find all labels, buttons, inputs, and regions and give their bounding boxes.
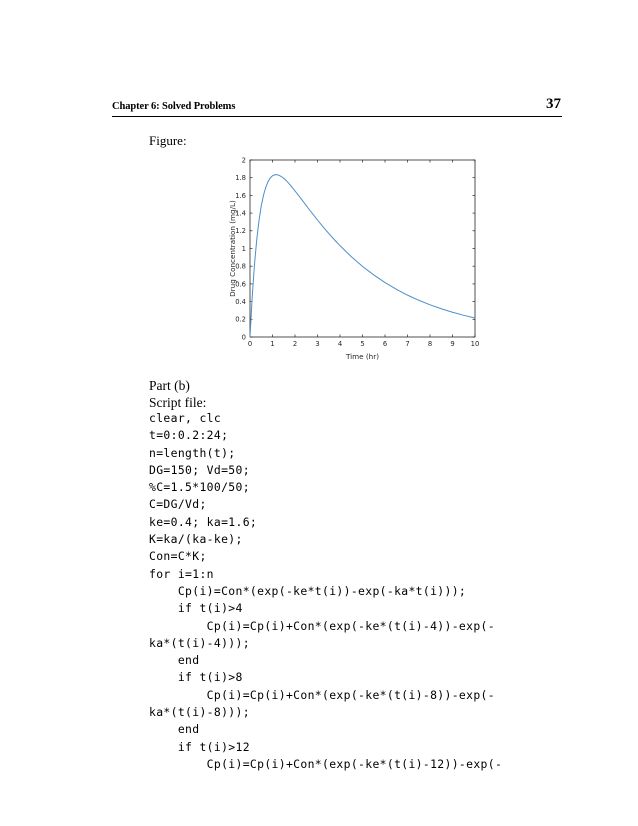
x-tick-label: 6 bbox=[382, 340, 388, 348]
script-label: Script file: bbox=[149, 395, 207, 410]
x-tick-label: 10 bbox=[470, 340, 480, 348]
code-line: end bbox=[149, 653, 200, 668]
code-line: Cp(i)=Cp(i)+Con*(exp(-ke*(t(i)-4))-exp(- bbox=[149, 618, 495, 633]
y-tick-label: 1.6 bbox=[235, 191, 246, 200]
x-tick-label: 3 bbox=[315, 340, 320, 348]
chapter-title: Chapter 6: Solved Problems bbox=[112, 101, 236, 112]
y-tick-label: 0 bbox=[241, 333, 246, 342]
x-tick-label: 0 bbox=[247, 340, 253, 348]
x-tick-label: 7 bbox=[405, 340, 410, 348]
x-tick-label: 5 bbox=[360, 340, 365, 348]
concentration-chart bbox=[218, 152, 488, 364]
x-axis-label: Time (hr) bbox=[346, 352, 379, 361]
y-tick-label: 0.2 bbox=[235, 315, 246, 324]
y-tick-label: 2 bbox=[241, 156, 246, 165]
code-line: n=length(t); bbox=[149, 445, 236, 460]
y-axis-label: Drug Concentration (mg/L) bbox=[228, 200, 237, 297]
code-line: K=ka/(ka-ke); bbox=[149, 532, 243, 547]
code-line: ke=0.4; ka=1.6; bbox=[149, 514, 258, 529]
code-line: DG=150; Vd=50; bbox=[149, 462, 250, 477]
code-line: Con=C*K; bbox=[149, 549, 207, 564]
part-heading bbox=[149, 377, 206, 411]
x-tick-label: 2 bbox=[292, 340, 298, 348]
x-tick-label: 8 bbox=[427, 340, 433, 348]
figure-label: Figure: bbox=[149, 133, 187, 148]
y-tick-label: 0.6 bbox=[235, 280, 246, 289]
code-line: ka*(t(i)-8))); bbox=[149, 705, 250, 720]
code-line: %C=1.5*100/50; bbox=[149, 480, 250, 495]
x-tick-label: 1 bbox=[270, 340, 275, 348]
code-listing bbox=[149, 410, 502, 773]
code-line: Cp(i)=Cp(i)+Con*(exp(-ke*(t(i)-8))-exp(- bbox=[149, 687, 495, 702]
code-line: clear, clc bbox=[149, 411, 222, 425]
y-tick-label: 1 bbox=[241, 244, 246, 253]
code-line: end bbox=[149, 722, 200, 737]
y-tick-label: 0.4 bbox=[235, 298, 246, 306]
code-line: for i=1:n bbox=[149, 566, 214, 581]
code-line: Cp(i)=Cp(i)+Con*(exp(-ke*(t(i)-12))-exp(- bbox=[149, 756, 503, 771]
part-title: Part (b) bbox=[149, 378, 190, 393]
y-tick-label: 1.2 bbox=[235, 227, 246, 236]
plot-area bbox=[250, 160, 475, 337]
page-number: 37 bbox=[546, 96, 561, 112]
code-line: if t(i)>12 bbox=[149, 739, 250, 754]
code-line: Cp(i)=Con*(exp(-ke*t(i))-exp(-ka*t(i))); bbox=[149, 583, 467, 598]
x-tick-label: 9 bbox=[450, 340, 455, 348]
x-tick-label: 4 bbox=[337, 340, 343, 348]
y-tick-label: 1.4 bbox=[235, 209, 246, 218]
y-tick-label: 1.8 bbox=[235, 174, 246, 183]
code-line: C=DG/Vd; bbox=[149, 497, 207, 512]
y-tick-label: 0.8 bbox=[235, 262, 246, 271]
code-line: if t(i)>8 bbox=[149, 670, 243, 685]
code-line: ka*(t(i)-4))); bbox=[149, 635, 250, 650]
code-line: t=0:0.2:24; bbox=[149, 428, 229, 443]
running-header bbox=[112, 98, 562, 117]
code-line: if t(i)>4 bbox=[149, 601, 243, 616]
